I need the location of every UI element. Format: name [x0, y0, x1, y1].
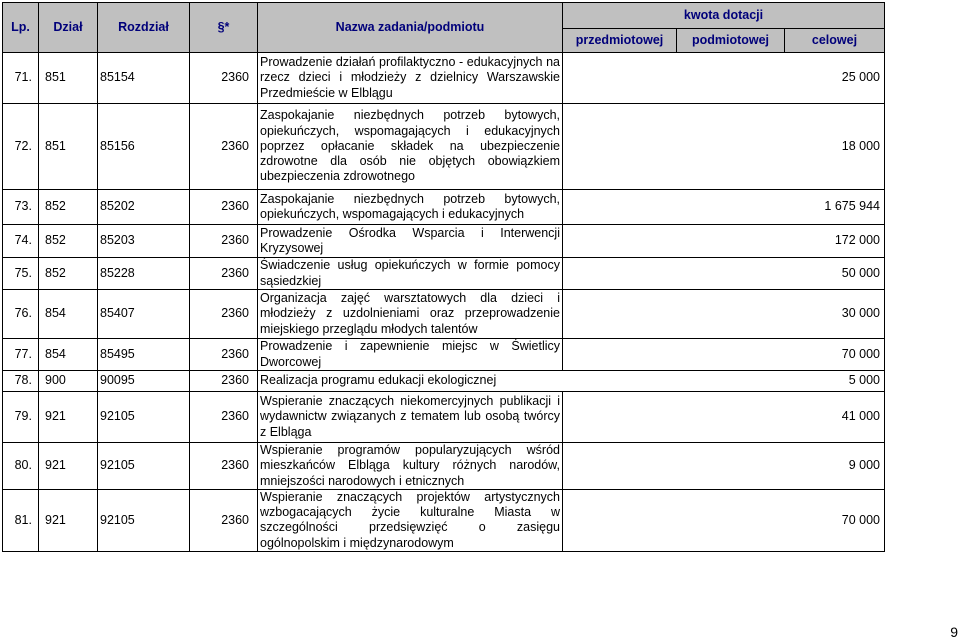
cell-lp: 73. — [3, 190, 39, 225]
cell-paragraf: 2360 — [190, 258, 258, 290]
cell-paragraf: 2360 — [190, 339, 258, 371]
cell-nazwa: Wspieranie programów popularyzujących wśród mieszkańców Elbląga kultury różnych narodów, mniejszości narodowych i etnicznych — [258, 443, 563, 490]
cell-lp: 80. — [3, 443, 39, 490]
cell-celowej: 41 000 — [563, 392, 885, 443]
cell-paragraf: 2360 — [190, 371, 258, 392]
cell-rozdzial: 85407 — [98, 290, 190, 339]
cell-paragraf: 2360 — [190, 443, 258, 490]
header-rozdzial: Rozdział — [98, 3, 190, 53]
cell-celowej: 25 000 — [563, 53, 885, 104]
cell-dzial: 852 — [39, 225, 98, 258]
cell-paragraf: 2360 — [190, 104, 258, 190]
cell-dzial: 851 — [39, 53, 98, 104]
page-number: 9 — [950, 624, 958, 640]
cell-paragraf: 2360 — [190, 392, 258, 443]
cell-rozdzial: 85202 — [98, 190, 190, 225]
cell-rozdzial: 90095 — [98, 371, 190, 392]
cell-paragraf: 2360 — [190, 225, 258, 258]
cell-nazwa: Prowadzenie i zapewnienie miejsc w Świetlicy Dworcowej — [258, 339, 563, 371]
cell-dzial: 900 — [39, 371, 98, 392]
cell-nazwa: Zaspokajanie niezbędnych potrzeb bytowych, opiekuńczych, wspomagających i edukacyjnych poprzez opłacanie składek na ubezpieczenie zdrowotne dla osób nie objętych obowiązkiem ubezpieczenia zdrowotnego — [258, 104, 563, 190]
cell-nazwa: Zaspokajanie niezbędnych potrzeb bytowych, opiekuńczych, wspomagających i edukacyjnych — [258, 190, 563, 225]
cell-paragraf: 2360 — [190, 490, 258, 552]
cell-celowej: 70 000 — [563, 490, 885, 552]
table-row — [3, 339, 885, 371]
cell-dzial: 852 — [39, 190, 98, 225]
cell-dzial: 921 — [39, 490, 98, 552]
cell-nazwa: Organizacja zajęć warsztatowych dla dzieci i młodzieży z uzdolnieniami oraz przeprowadzenie miejskiego przeglądu młodych talentów — [258, 290, 563, 339]
cell-paragraf: 2360 — [190, 190, 258, 225]
cell-dzial: 851 — [39, 104, 98, 190]
header-paragraf: §* — [190, 3, 258, 53]
table-row — [3, 392, 885, 443]
header-celowej: celowej — [785, 29, 885, 53]
table-row — [3, 371, 885, 392]
cell-nazwa: Realizacja programu edukacji ekologicznej — [258, 371, 785, 392]
cell-nazwa: Wspieranie znaczących projektów artystycznych wzbogacających życie kulturalne Miasta w szczególności przedsięwzięć o zasięgu ogólnopolskim i międzynarodowym — [258, 490, 563, 552]
cell-rozdzial: 85203 — [98, 225, 190, 258]
cell-rozdzial: 85495 — [98, 339, 190, 371]
table-row — [3, 225, 885, 258]
cell-rozdzial: 92105 — [98, 392, 190, 443]
table-row — [3, 190, 885, 225]
cell-lp: 72. — [3, 104, 39, 190]
table-row — [3, 443, 885, 490]
header-nazwa: Nazwa zadania/podmiotu — [258, 3, 563, 53]
cell-lp: 75. — [3, 258, 39, 290]
cell-nazwa: Prowadzenie działań profilaktyczno - edukacyjnych na rzecz dzieci i młodzieży z dzielnicy Warszawskie Przedmieście w Elblągu — [258, 53, 563, 104]
cell-rozdzial: 92105 — [98, 443, 190, 490]
cell-celowej: 172 000 — [563, 225, 885, 258]
cell-lp: 74. — [3, 225, 39, 258]
cell-celowej: 18 000 — [563, 104, 885, 190]
cell-nazwa: Wspieranie znaczących niekomercyjnych publikacji i wydawnictw związanych z tematem lub osobą twórcy z Elbląga — [258, 392, 563, 443]
cell-lp: 81. — [3, 490, 39, 552]
cell-celowej: 70 000 — [563, 339, 885, 371]
cell-rozdzial: 92105 — [98, 490, 190, 552]
cell-dzial: 854 — [39, 339, 98, 371]
cell-lp: 78. — [3, 371, 39, 392]
header-lp: Lp. — [3, 3, 39, 53]
table-body — [3, 53, 885, 552]
cell-lp: 77. — [3, 339, 39, 371]
header-przedmiotowej: przedmiotowej — [563, 29, 677, 53]
cell-celowej: 30 000 — [563, 290, 885, 339]
cell-rozdzial: 85228 — [98, 258, 190, 290]
cell-celowej: 5 000 — [785, 371, 885, 392]
table-row — [3, 258, 885, 290]
cell-dzial: 921 — [39, 443, 98, 490]
cell-paragraf: 2360 — [190, 290, 258, 339]
cell-dzial: 854 — [39, 290, 98, 339]
cell-celowej: 1 675 944 — [563, 190, 885, 225]
cell-lp: 71. — [3, 53, 39, 104]
cell-celowej: 50 000 — [563, 258, 885, 290]
table-row — [3, 104, 885, 190]
header-podmiotowej: podmiotowej — [677, 29, 785, 53]
cell-paragraf: 2360 — [190, 53, 258, 104]
cell-dzial: 921 — [39, 392, 98, 443]
cell-nazwa: Świadczenie usług opiekuńczych w formie pomocy sąsiedzkiej — [258, 258, 563, 290]
cell-rozdzial: 85154 — [98, 53, 190, 104]
header-dzial: Dział — [39, 3, 98, 53]
table-row — [3, 490, 885, 552]
table-row — [3, 53, 885, 104]
cell-celowej: 9 000 — [563, 443, 885, 490]
cell-nazwa: Prowadzenie Ośrodka Wsparcia i Interwencji Kryzysowej — [258, 225, 563, 258]
header-kwota: kwota dotacji — [563, 3, 885, 29]
cell-lp: 76. — [3, 290, 39, 339]
table-header — [3, 3, 885, 53]
table-row — [3, 290, 885, 339]
cell-lp: 79. — [3, 392, 39, 443]
subsidy-table — [2, 2, 885, 552]
cell-rozdzial: 85156 — [98, 104, 190, 190]
cell-dzial: 852 — [39, 258, 98, 290]
